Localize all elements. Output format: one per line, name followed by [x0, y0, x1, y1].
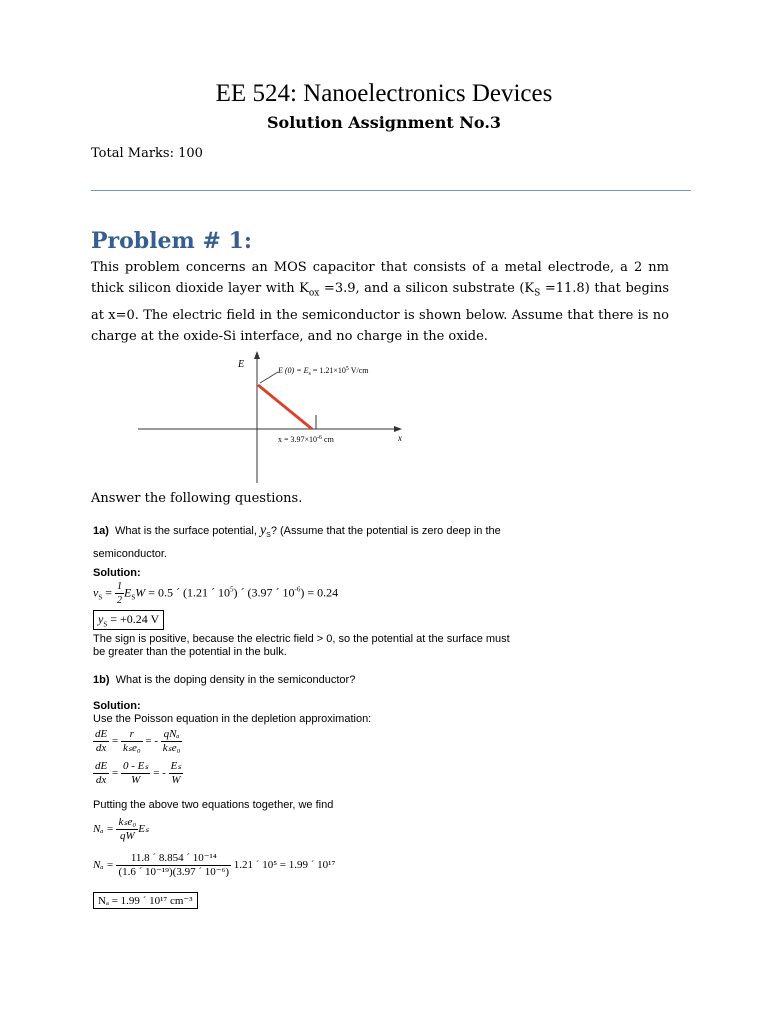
question-1a-text-cont: semiconductor. [93, 548, 167, 561]
question-1a-text: What is the surface potential, [115, 525, 260, 537]
question-1b-text: What is the doping density in the semiconductor? [115, 674, 356, 686]
surface-potential-symbol: y [259, 523, 267, 538]
header-divider [91, 190, 691, 191]
equation-doping-numeric: Nₐ = $\frac{\text{11.8 ´ 8.854 ´ 10⁻¹⁴}}{\text{(1.6 ´ 10⁻¹⁹)(3.97 ´ 10⁻⁶)}}$ 1.21 ´ 10⁵ = 1.99 ´ 10¹⁷ [93, 852, 336, 878]
field-line [258, 385, 312, 429]
solution-1a-explanation: The sign is positive, because the electric field > 0, so the potential at the surface must be greater than the potential in the bulk. [93, 633, 510, 658]
document-subtitle: Solution Assignment No.3 [266, 113, 502, 132]
question-1b [93, 674, 355, 686]
x-axis-label: x [398, 433, 402, 443]
equation-field-gradient: $\frac{dE}{dx}$ = $\frac{\text{0 - Eₛ}}{W}$ = - $\frac{\text{Eₛ}}{W}$ [95, 760, 182, 786]
question-1b-label: 1b) [93, 674, 110, 686]
document-title: EE 524: Nanoelectronics Devices [215, 80, 553, 107]
poisson-text: Use the Poisson equation in the depletion approximation: [93, 713, 372, 725]
y-axis-arrow [254, 351, 260, 359]
annotation-arrow [260, 372, 278, 383]
result-surface-potential: $y_S = +0.24$ V [93, 610, 164, 630]
electric-field-figure [130, 345, 420, 485]
x-axis-arrow [394, 426, 402, 432]
equation-surface-potential: $v_S$ = $\frac{1}{2}$ $E_SW = 0.5$ ´ (1.21 ´ $10^5$) ´ (3.97 ´ $10^{-6}) = 0.24$ [93, 581, 339, 606]
solution-1b-label: Solution: [93, 700, 141, 712]
depletion-width-annotation: $x = 3.97\times 10^{-6}$ cm [278, 435, 334, 444]
answer-prompt: Answer the following questions. [91, 491, 303, 506]
question-1a-label: 1a) [93, 525, 109, 537]
y-axis-label: E [238, 359, 245, 370]
problem-statement: This problem concerns an MOS capacitor that consists of a metal electrode, a 2 nm thick silicon dioxide layer with $K_{ox} =3.9$, and a silicon substrate $(K_S =11.8)$ that begins at x=0. The electric field in the semiconductor is shown below. Assume that there is no charge at the oxide-Si interface, and no charge in the oxide. [91, 260, 669, 344]
question-1a: 1a) What is the surface potential, $y_S$? (Assume that the potential is zero deep in the semiconductor. [93, 523, 501, 561]
surface-field-annotation: E $(0) = E_s = 1.21\times 10^5$ V/cm [278, 366, 369, 377]
equation-poisson: $\frac{dE}{dx}$ = $\frac{r}{\text{kₛe₀}}$ = - $\frac{\text{qNₐ}}{\text{kₛe₀}}$ [95, 728, 181, 754]
solution-1a-label: Solution: [93, 567, 141, 579]
problem-heading: Problem # 1: [91, 228, 253, 254]
total-marks: Total Marks: 100 [91, 146, 203, 161]
result-doping-density: Nₐ = 1.99 ´ 10¹⁷ cm⁻³ [93, 892, 198, 909]
combine-text: Putting the above two equations together, we find [93, 799, 334, 811]
equation-doping-general: Nₐ = $\frac{\text{kₛe₀}}{qW}$ Eₛ [93, 816, 150, 842]
